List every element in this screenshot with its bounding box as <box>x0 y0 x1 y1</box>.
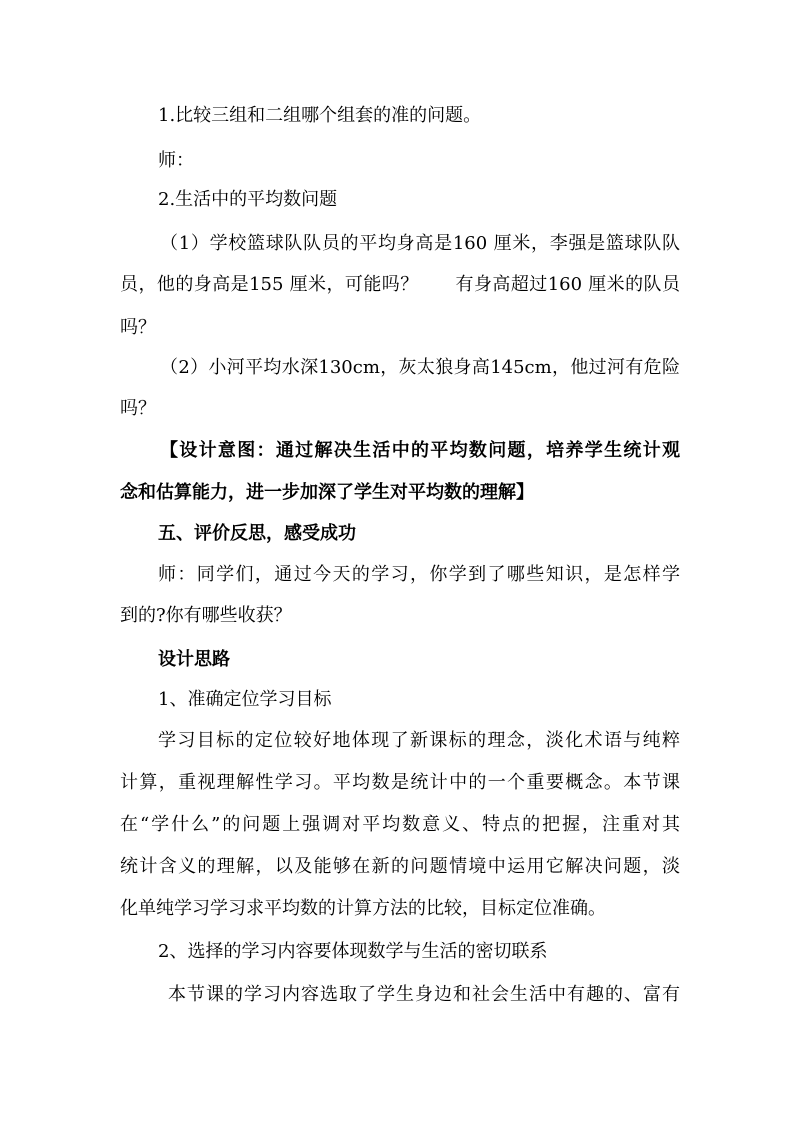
problem-1-line-3: 吗？ <box>120 317 156 338</box>
teacher-label: 师： <box>158 150 194 171</box>
section-5-heading: 五、评价反思，感受成功 <box>158 523 356 544</box>
idea-2-paragraph-line-1: 本节课的学习内容选取了学生身边和社会生活中有趣的、富有 <box>168 984 680 1005</box>
idea-1-paragraph-line-1: 学习目标的定位较好地体现了新课标的理念，淡化术语与纯粹 <box>158 730 680 751</box>
question-1: 1.比较三组和二组哪个组套的准的问题。 <box>158 105 482 126</box>
design-intent-line-1: 【设计意图：通过解决生活中的平均数问题，培养学生统计观 <box>160 440 680 461</box>
question-2-heading: 2.生活中的平均数问题 <box>158 189 338 210</box>
idea-1-paragraph-line-5: 化单纯学习学习求平均数的计算方法的比较，目标定位准确。 <box>120 898 606 919</box>
teacher-question-line-1: 师：同学们，通过今天的学习，你学到了哪些知识，是怎样学 <box>158 564 680 585</box>
idea-1-paragraph-line-3: 在“学什么”的问题上强调对平均数意义、特点的把握，注重对其 <box>120 814 680 835</box>
problem-2-line-2: 吗？ <box>120 398 156 419</box>
problem-1-line-1: （1）学校篮球队队员的平均身高是160 厘米，李强是篮球队队 <box>160 233 680 254</box>
teacher-question-line-2: 到的?你有哪些收获？ <box>120 605 292 626</box>
design-intent-line-2: 念和估算能力，进一步加深了学生对平均数的理解】 <box>120 482 534 503</box>
idea-2-heading: 2、选择的学习内容要体现数学与生活的密切联系 <box>158 941 548 962</box>
problem-1-line-2: 员，他的身高是155 厘米，可能吗？ 有身高超过160 厘米的队员 <box>120 274 680 295</box>
idea-1-paragraph-line-2: 计算，重视理解性学习。平均数是统计中的一个重要概念。本节课 <box>120 772 680 793</box>
idea-1-heading: 1、准确定位学习目标 <box>158 689 332 710</box>
problem-2-line-1: （2）小河平均水深130cm，灰太狼身高145cm，他过河有危险 <box>160 357 680 378</box>
idea-1-paragraph-line-4: 统计含义的理解，以及能够在新的问题情境中运用它解决问题，淡 <box>120 856 680 877</box>
design-ideas-heading: 设计思路 <box>158 649 230 670</box>
